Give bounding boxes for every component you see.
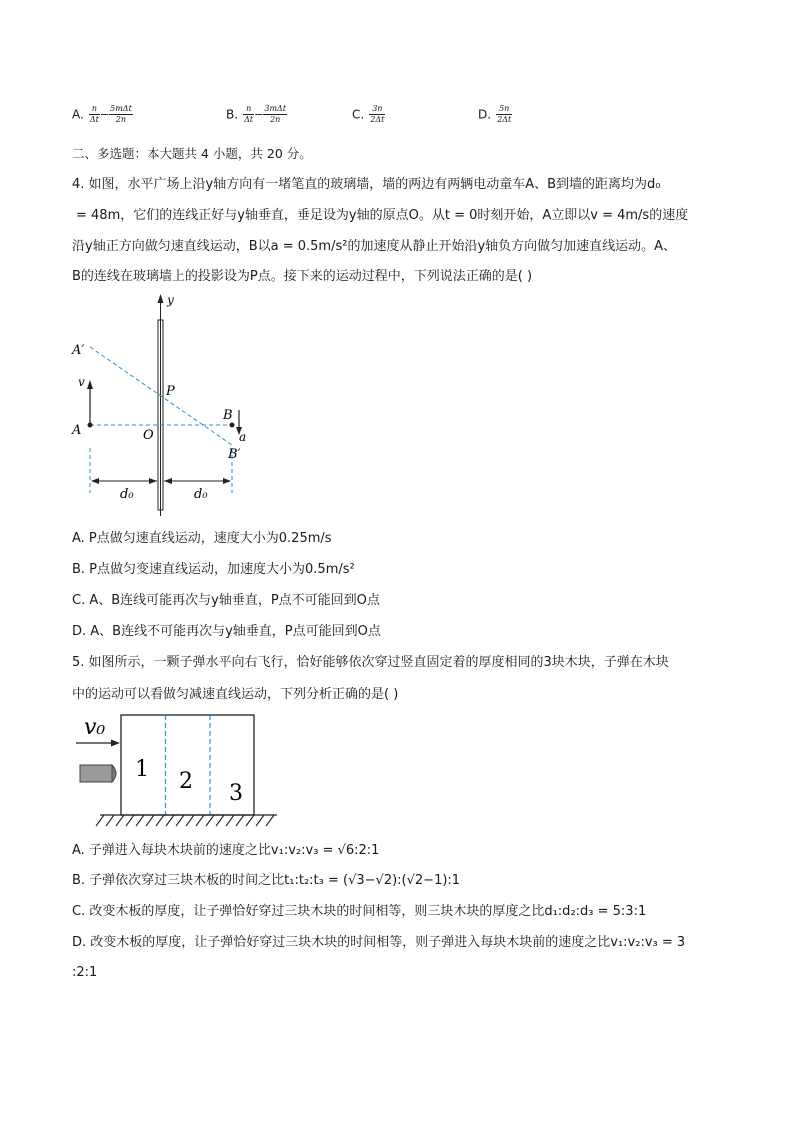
q5-figure xyxy=(72,708,287,833)
numerator: 5mΔt xyxy=(110,104,132,113)
section-title: 二、多选题：本大题共 4 小题，共 20 分。 xyxy=(72,146,312,161)
numerator: n xyxy=(243,104,254,115)
ground-hatch xyxy=(96,815,274,826)
q5-option-d-line-2: :2:1 xyxy=(72,965,98,980)
block-2-label: 2 xyxy=(179,769,193,794)
y-axis-label: y xyxy=(167,293,174,307)
q5-option-b[interactable]: B. 子弹依次穿过三块木板的时间之比t₁:t₂:t₃ = (√3−√2):(√2−1):1 xyxy=(72,873,461,888)
v0-arrow-head xyxy=(111,740,120,747)
fraction xyxy=(89,104,100,125)
point-b xyxy=(230,423,235,428)
fraction xyxy=(263,104,287,125)
dimension-arrow xyxy=(149,478,157,484)
option-label: B. xyxy=(226,107,239,122)
q4-option-a[interactable]: A. P点做匀速直线运动，速度大小为0.25m/s xyxy=(72,531,332,546)
q5-stem-line-1: 5. 如图所示，一颗子弹水平向右飞行，恰好能够依次穿过竖直固定着的厚度相同的3块木块，子弹在木块 xyxy=(72,655,669,670)
velocity-arrow-head xyxy=(87,380,93,389)
option-label: D. xyxy=(478,107,492,122)
numerator: n xyxy=(89,104,100,115)
label-d0-left: d₀ xyxy=(120,487,134,502)
dimension-arrow xyxy=(164,478,172,484)
label-p: P xyxy=(166,384,175,399)
denominator: 2n xyxy=(270,115,281,124)
q4-option-b[interactable]: B. P点做匀变速直线运动，加速度大小为0.5m/s² xyxy=(72,562,355,577)
bullet xyxy=(80,765,112,782)
label-d0-right: d₀ xyxy=(194,487,208,502)
option-label: A. xyxy=(72,107,84,122)
point-a xyxy=(88,423,93,428)
numerator: 3mΔt xyxy=(264,104,287,113)
dimension-arrow xyxy=(91,478,99,484)
q5-option-a[interactable]: A. 子弹进入每块木块前的速度之比v₁:v₂:v₃ = √6:2:1 xyxy=(72,843,380,858)
label-a-prime: A′ xyxy=(72,343,85,358)
q3-option-d[interactable] xyxy=(478,104,512,125)
label-v: v xyxy=(78,375,85,389)
denominator: 2n xyxy=(115,115,127,124)
label-b-prime: B′ xyxy=(228,447,241,462)
label-acc: a xyxy=(239,430,247,444)
minus: − xyxy=(254,108,264,121)
q3-option-a[interactable] xyxy=(72,104,133,125)
q4-option-c[interactable]: C. A、B连线可能再次与y轴垂直，P点不可能回到O点 xyxy=(72,593,380,608)
numerator: 5n xyxy=(496,104,512,115)
q4-figure xyxy=(60,288,270,520)
denominator: 2Δt xyxy=(370,115,385,124)
option-label: C. xyxy=(352,107,365,122)
q3-option-c[interactable] xyxy=(352,104,385,125)
label-v0: v₀ xyxy=(84,715,106,740)
label-o: O xyxy=(143,428,154,443)
dimension-arrow xyxy=(223,478,231,484)
fraction xyxy=(496,104,512,125)
block-3-label: 3 xyxy=(229,781,243,806)
fraction xyxy=(243,104,254,125)
fraction xyxy=(109,104,133,125)
q4-stem-line-2: = 48m，它们的连线正好与y轴垂直，垂足设为y轴的原点O。从t = 0时刻开始，A立即以v = 4m/s的速度 xyxy=(76,208,689,223)
denominator: 2Δt xyxy=(497,115,512,124)
q5-stem-line-2: 中的运动可以看做匀减速直线运动，下列分析正确的是( ) xyxy=(72,687,399,702)
minus: − xyxy=(99,108,110,121)
q3-option-b[interactable] xyxy=(226,104,287,125)
bullet-tip xyxy=(112,765,116,782)
y-axis-arrow xyxy=(158,294,164,303)
q4-stem-line-3: 沿y轴正方向做匀速直线运动，B以a = 0.5m/s²的加速度从静止开始沿y轴负方向做匀加速直线运动。A、 xyxy=(72,239,677,254)
block-1-label: 1 xyxy=(135,757,149,782)
label-b: B xyxy=(223,408,233,423)
q5-option-c[interactable]: C. 改变木板的厚度，让子弹恰好穿过三块木块的时间相等，则三块木块的厚度之比d₁:d₂:d₃ = 5:3:1 xyxy=(72,904,647,919)
fraction xyxy=(369,104,385,125)
label-a: A xyxy=(72,423,82,438)
denominator: Δt xyxy=(244,115,254,124)
q4-stem-line-1: 4. 如图，水平广场上沿y轴方向有一堵笔直的玻璃墙，墙的两边有两辆电动童车A、B到墙的距离均为d₀ xyxy=(72,177,661,192)
denominator: Δt xyxy=(89,115,99,124)
numerator: 3n xyxy=(369,104,385,115)
q3-options xyxy=(72,104,732,134)
q5-option-d-line-1[interactable]: D. 改变木板的厚度，让子弹恰好穿过三块木块的时间相等，则子弹进入每块木块前的速度之比v₁:v₂:v₃ = 3 xyxy=(72,935,686,950)
q4-stem-line-4: B的连线在玻璃墙上的投影设为P点。接下来的运动过程中，下列说法正确的是( ) xyxy=(72,269,533,284)
q4-option-d[interactable]: D. A、B连线不可能再次与y轴垂直，P点可能回到O点 xyxy=(72,624,381,639)
